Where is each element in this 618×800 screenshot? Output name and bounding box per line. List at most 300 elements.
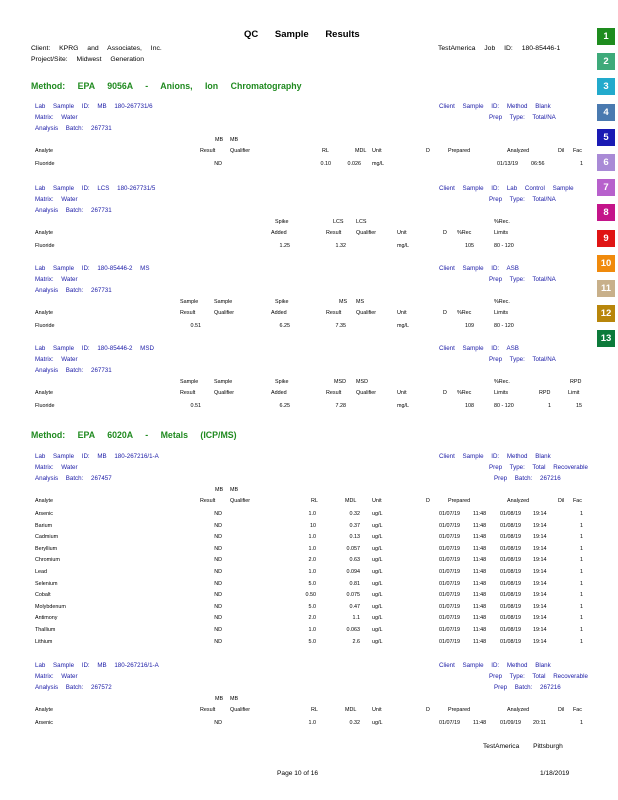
column-header: Prepared	[448, 498, 471, 504]
table-cell: 1	[580, 615, 583, 622]
table-cell: 01/08/19	[500, 569, 521, 575]
table-cell: 01/08/19	[500, 580, 521, 587]
column-header: Analyte	[35, 230, 53, 236]
table-cell: ND	[214, 569, 222, 575]
column-header: Fac	[573, 707, 582, 713]
column-header-top: RPD	[570, 379, 582, 385]
table-cell: 11:48	[473, 720, 487, 726]
table-cell: 01/08/19	[500, 511, 521, 517]
table-cell: 2.6	[352, 638, 360, 645]
section-tab-1[interactable]: 1	[597, 28, 615, 45]
column-header-top: LCS	[356, 219, 367, 225]
table-cell: 1	[580, 161, 583, 167]
section-tab-5[interactable]: 5	[597, 129, 615, 146]
table-cell: ND	[214, 545, 222, 552]
column-header: Limits	[494, 230, 509, 236]
table-cell: ND	[214, 511, 222, 517]
table-cell: 2.0	[308, 557, 316, 564]
table-cell: 1.1	[352, 615, 360, 622]
table-cell: 6.25	[279, 323, 290, 329]
table-cell: 01/08/19	[500, 592, 521, 599]
table-cell: 10	[310, 522, 316, 529]
table-cell: 1	[580, 511, 583, 517]
table-cell: 11:48	[473, 580, 487, 587]
footer-date: 1/18/2019	[540, 770, 570, 777]
table-cell: 19:14	[533, 522, 547, 529]
column-header-top: MSD	[356, 379, 368, 385]
table-cell: 0.094	[346, 569, 360, 575]
column-header: Prepared	[448, 707, 471, 713]
table-cell: mg/L	[397, 243, 409, 249]
lab-sample-id: Lab Sample ID: 180-85446-2 MSD	[35, 345, 154, 352]
table-cell: 108	[465, 403, 474, 409]
matrix-label: Matrix: Water	[35, 356, 78, 363]
analysis-batch: Analysis Batch: 267457	[35, 475, 112, 482]
table-cell: 1.32	[335, 243, 346, 249]
column-header-top: MB	[215, 696, 224, 702]
table-cell: ug/L	[372, 569, 383, 575]
table-cell: 1.0	[308, 545, 316, 552]
analyte-name: Molybdenum	[35, 603, 66, 610]
column-header-top: Sample	[180, 299, 199, 305]
column-header-top: MB	[230, 487, 239, 493]
column-header: RPD	[539, 390, 551, 396]
column-header: RL	[322, 148, 329, 154]
column-header: Added	[271, 390, 287, 396]
column-header: MDL	[345, 707, 357, 713]
analyte-name: Antimony	[35, 615, 58, 622]
column-header-top: Spike	[275, 299, 289, 305]
client-sample-id: Client Sample ID: Method Blank	[439, 662, 551, 669]
table-cell: 1	[580, 627, 583, 633]
table-cell: 0.075	[346, 592, 360, 599]
analysis-batch: Analysis Batch: 267572	[35, 684, 112, 691]
prep-type: Prep Type: Total/NA	[489, 114, 556, 121]
table-cell: ug/L	[372, 557, 383, 564]
client-sample-id: Client Sample ID: ASB	[439, 265, 519, 272]
analyte-name: Chromium	[35, 557, 60, 564]
table-cell: 1	[580, 592, 583, 599]
table-cell: 0.51	[190, 403, 201, 409]
column-header: Qualifier	[230, 148, 251, 154]
table-cell: 0.32	[349, 511, 360, 517]
table-cell: 01/07/19	[439, 580, 460, 587]
table-cell: ug/L	[372, 545, 383, 552]
table-cell: 01/08/19	[500, 545, 521, 552]
table-cell: 19:14	[533, 545, 547, 552]
column-header-top: MS	[356, 299, 365, 305]
prep-type: Prep Type: Total/NA	[489, 356, 556, 363]
table-cell: 0.63	[349, 557, 360, 564]
table-cell: 0.50	[305, 592, 316, 599]
column-header: %Rec	[457, 390, 472, 396]
table-cell: 1.0	[308, 720, 316, 726]
prep-batch: Prep Batch: 267216	[494, 684, 561, 691]
table-cell: 0.13	[349, 534, 360, 541]
page-number: Page 10 of 16	[277, 770, 319, 777]
prep-type: Prep Type: Total/NA	[489, 276, 556, 283]
column-header-top: Sample	[214, 299, 233, 305]
table-cell: 20:11	[533, 720, 547, 726]
column-header-top: %Rec.	[494, 299, 510, 305]
section-tab-2[interactable]: 2	[597, 53, 615, 70]
table-cell: 15	[576, 403, 582, 409]
method-heading-metals: Method: EPA 6020A - Metals (ICP/MS)	[31, 430, 237, 440]
column-header: Result	[180, 390, 196, 396]
column-header-top: Spike	[275, 379, 289, 385]
table-cell: 01/07/19	[439, 627, 460, 633]
analysis-batch: Analysis Batch: 267731	[35, 287, 112, 294]
column-header: Fac	[573, 498, 582, 504]
column-header: Unit	[372, 498, 382, 504]
table-cell: 01/07/19	[439, 638, 460, 645]
table-cell: 01/07/19	[439, 720, 460, 726]
column-header: Analyte	[35, 148, 53, 154]
table-cell: 19:14	[533, 534, 547, 541]
client-sample-id: Client Sample ID: Method Blank	[439, 103, 551, 110]
column-header: Added	[271, 230, 287, 236]
table-cell: 19:14	[533, 592, 547, 599]
column-header: Result	[326, 390, 342, 396]
lab-sample-id: Lab Sample ID: MB 180-267216/1-A	[35, 662, 159, 669]
table-cell: ND	[214, 627, 222, 633]
section-tab-3[interactable]: 3	[597, 78, 615, 95]
column-header: Dil	[558, 707, 565, 713]
table-cell: 0.10	[320, 161, 331, 167]
table-cell: 01/07/19	[439, 522, 460, 529]
table-cell: 1	[548, 403, 551, 409]
table-cell: 0.32	[349, 720, 360, 726]
method-heading-anions: Method: EPA 9056A - Anions, Ion Chromatography	[31, 81, 302, 91]
table-cell: ND	[214, 580, 222, 587]
table-cell: 01/07/19	[439, 534, 460, 541]
table-cell: 0.026	[347, 161, 361, 167]
column-header: Limits	[494, 310, 509, 316]
section-tab-9[interactable]: 9	[597, 230, 615, 247]
column-header: Result	[326, 310, 342, 316]
table-cell: ND	[214, 638, 222, 645]
table-cell: 19:14	[533, 603, 547, 610]
table-cell: ND	[214, 534, 222, 541]
table-cell: 11:48	[473, 557, 487, 564]
table-cell: 01/08/19	[500, 534, 521, 541]
column-header: Limit	[568, 390, 580, 396]
column-header: D	[443, 390, 447, 396]
section-tab-6[interactable]: 6	[597, 154, 615, 171]
table-cell: 1	[580, 720, 583, 726]
table-cell: ND	[214, 603, 222, 610]
column-header: Qualifier	[356, 230, 377, 236]
table-cell: 1.25	[279, 243, 290, 249]
column-header: Analyte	[35, 390, 53, 396]
table-cell: 80 - 120	[494, 323, 514, 329]
table-cell: ug/L	[372, 603, 383, 610]
table-cell: 01/07/19	[439, 569, 460, 575]
client-sample-id: Client Sample ID: Method Blank	[439, 453, 551, 460]
column-header: Dil	[558, 498, 565, 504]
column-header: Analyzed	[507, 498, 530, 504]
prep-type: Prep Type: Total Recoverable	[489, 464, 588, 471]
table-cell: 01/13/19	[497, 161, 518, 167]
section-tab-7[interactable]: 7	[597, 179, 615, 196]
analyte-name: Cobalt	[35, 592, 51, 599]
table-cell: 5.0	[308, 580, 316, 587]
analyte-name: Fluoride	[35, 161, 55, 167]
prep-batch: Prep Batch: 267216	[494, 475, 561, 482]
column-header: RL	[311, 707, 318, 713]
table-cell: 1	[580, 638, 583, 645]
prep-type: Prep Type: Total/NA	[489, 196, 556, 203]
column-header: Added	[271, 310, 287, 316]
column-header-top: Sample	[180, 379, 199, 385]
column-header: MDL	[345, 498, 357, 504]
table-cell: 01/07/19	[439, 511, 460, 517]
lab-sample-id: Lab Sample ID: LCS 180-267731/5	[35, 185, 156, 192]
job-id-line: TestAmerica Job ID: 180-85446-1	[438, 45, 561, 52]
table-cell: ug/L	[372, 534, 383, 541]
lab-sample-id: Lab Sample ID: 180-85446-2 MS	[35, 265, 150, 272]
table-cell: 11:48	[473, 627, 487, 633]
table-cell: 01/08/19	[500, 638, 521, 645]
table-cell: 1	[580, 534, 583, 541]
table-cell: 0.47	[349, 603, 360, 610]
table-cell: ND	[214, 522, 222, 529]
column-header: Unit	[397, 310, 407, 316]
matrix-label: Matrix: Water	[35, 276, 78, 283]
page-title: QC Sample Results	[244, 29, 360, 40]
table-cell: 105	[465, 243, 474, 249]
table-cell: 1	[580, 557, 583, 564]
column-header-top: %Rec.	[494, 219, 510, 225]
column-header: Analyte	[35, 707, 53, 713]
column-header: Analyzed	[507, 148, 530, 154]
column-header: Qualifier	[214, 390, 235, 396]
prep-type: Prep Type: Total Recoverable	[489, 673, 588, 680]
table-cell: 6.25	[279, 403, 290, 409]
client-line: Client: KPRG and Associates, Inc.	[31, 45, 162, 52]
table-cell: 19:14	[533, 627, 547, 633]
table-cell: 01/07/19	[439, 545, 460, 552]
column-header: Qualifier	[356, 310, 377, 316]
column-header: Unit	[372, 707, 382, 713]
table-cell: 01/08/19	[500, 522, 521, 529]
analyte-name: Thallium	[35, 627, 56, 633]
table-cell: 80 - 120	[494, 403, 514, 409]
column-header: Unit	[397, 230, 407, 236]
column-header-top: MSD	[334, 379, 346, 385]
table-cell: 19:14	[533, 511, 547, 517]
column-header: Fac	[573, 148, 582, 154]
table-cell: 109	[465, 323, 474, 329]
analyte-name: Selenium	[35, 580, 58, 587]
analyte-name: Lithium	[35, 638, 53, 645]
table-cell: ug/L	[372, 627, 383, 633]
column-header: Dil	[558, 148, 565, 154]
column-header: D	[426, 148, 430, 154]
table-cell: 0.81	[349, 580, 360, 587]
column-header: %Rec	[457, 230, 472, 236]
table-cell: 06:56	[531, 161, 545, 167]
table-cell: 19:14	[533, 569, 547, 575]
table-cell: 01/08/19	[500, 557, 521, 564]
client-sample-id: Client Sample ID: ASB	[439, 345, 519, 352]
table-cell: 7.35	[335, 323, 346, 329]
column-header: RL	[311, 498, 318, 504]
column-header: MDL	[355, 148, 367, 154]
column-header: Analyzed	[507, 707, 530, 713]
table-cell: 01/07/19	[439, 615, 460, 622]
table-cell: 1	[580, 522, 583, 529]
column-header-top: MB	[230, 696, 239, 702]
table-cell: mg/L	[397, 323, 409, 329]
analyte-name: Fluoride	[35, 243, 55, 249]
column-header: Analyte	[35, 310, 53, 316]
table-cell: 11:48	[473, 534, 487, 541]
column-header-top: Spike	[275, 219, 289, 225]
table-cell: 7.28	[335, 403, 346, 409]
table-cell: ND	[214, 161, 222, 167]
analyte-name: Arsenic	[35, 511, 53, 517]
table-cell: 80 - 120	[494, 243, 514, 249]
column-header-top: LCS	[333, 219, 344, 225]
section-tab-13[interactable]: 13	[597, 330, 615, 347]
table-cell: 1.0	[308, 534, 316, 541]
column-header: Qualifier	[230, 498, 251, 504]
client-sample-id: Client Sample ID: Lab Control Sample	[439, 185, 574, 192]
table-cell: ug/L	[372, 522, 383, 529]
column-header: Result	[326, 230, 342, 236]
analysis-batch: Analysis Batch: 267731	[35, 367, 112, 374]
table-cell: ug/L	[372, 580, 383, 587]
table-cell: 01/07/19	[439, 557, 460, 564]
table-cell: 1	[580, 603, 583, 610]
table-cell: ND	[214, 615, 222, 622]
table-cell: 2.0	[308, 615, 316, 622]
table-cell: 19:14	[533, 638, 547, 645]
table-cell: ug/L	[372, 592, 383, 599]
table-cell: 19:14	[533, 615, 547, 622]
analyte-name: Lead	[35, 569, 47, 575]
table-cell: 11:48	[473, 603, 487, 610]
column-header: Result	[180, 310, 196, 316]
analyte-name: Cadmium	[35, 534, 59, 541]
table-cell: 1.0	[308, 627, 316, 633]
table-cell: 5.0	[308, 638, 316, 645]
table-cell: 0.063	[346, 627, 360, 633]
column-header: D	[426, 498, 430, 504]
column-header: Prepared	[448, 148, 471, 154]
table-cell: 01/08/19	[500, 615, 521, 622]
table-cell: 01/09/19	[500, 720, 521, 726]
matrix-label: Matrix: Water	[35, 114, 78, 121]
table-cell: ug/L	[372, 720, 383, 726]
table-cell: 11:48	[473, 592, 487, 599]
table-cell: 1	[580, 569, 583, 575]
table-cell: ND	[214, 557, 222, 564]
analysis-batch: Analysis Batch: 267731	[35, 207, 112, 214]
column-header: Qualifier	[214, 310, 235, 316]
lab-sample-id: Lab Sample ID: MB 180-267216/1-A	[35, 453, 159, 460]
column-header: D	[426, 707, 430, 713]
section-tab-12[interactable]: 12	[597, 305, 615, 322]
column-header-top: MB	[215, 487, 224, 493]
column-header: D	[443, 310, 447, 316]
table-cell: 11:48	[473, 569, 487, 575]
table-cell: 01/08/19	[500, 627, 521, 633]
column-header-top: MB	[215, 137, 224, 143]
table-cell: 11:48	[473, 638, 487, 645]
analyte-name: Barium	[35, 522, 53, 529]
matrix-label: Matrix: Water	[35, 196, 78, 203]
analyte-name: Beryllium	[35, 545, 58, 552]
analyte-name: Arsenic	[35, 720, 53, 726]
analysis-batch: Analysis Batch: 267731	[35, 125, 112, 132]
matrix-label: Matrix: Water	[35, 464, 78, 471]
analyte-name: Fluoride	[35, 403, 55, 409]
table-cell: ug/L	[372, 615, 383, 622]
table-cell: 01/08/19	[500, 603, 521, 610]
table-cell: 1.0	[308, 569, 316, 575]
project-line: Project/Site: Midwest Generation	[31, 56, 144, 63]
column-header: Result	[200, 707, 216, 713]
footer-lab: TestAmerica Pittsburgh	[483, 743, 563, 750]
column-header: Unit	[372, 148, 382, 154]
section-tab-11[interactable]: 11	[597, 280, 615, 297]
matrix-label: Matrix: Water	[35, 673, 78, 680]
table-cell: 5.0	[308, 603, 316, 610]
table-cell: 19:14	[533, 557, 547, 564]
table-cell: 01/07/19	[439, 592, 460, 599]
table-cell: ug/L	[372, 511, 383, 517]
table-cell: 0.057	[346, 545, 360, 552]
column-header: Unit	[397, 390, 407, 396]
table-cell: ND	[214, 720, 222, 726]
section-tab-10[interactable]: 10	[597, 255, 615, 272]
column-header-top: Sample	[214, 379, 233, 385]
table-cell: mg/L	[397, 403, 409, 409]
table-cell: 1	[580, 545, 583, 552]
table-cell: 0.51	[190, 323, 201, 329]
lab-sample-id: Lab Sample ID: MB 180-267731/6	[35, 103, 153, 110]
table-cell: 01/07/19	[439, 603, 460, 610]
table-cell: 19:14	[533, 580, 547, 587]
table-cell: mg/L	[372, 161, 384, 167]
column-header: Result	[200, 498, 216, 504]
table-cell: ND	[214, 592, 222, 599]
table-cell: 11:48	[473, 522, 487, 529]
section-tab-8[interactable]: 8	[597, 204, 615, 221]
table-cell: 11:48	[473, 545, 487, 552]
table-cell: 0.37	[349, 522, 360, 529]
column-header-top: MS	[339, 299, 348, 305]
column-header: Result	[200, 148, 216, 154]
column-header: Limits	[494, 390, 509, 396]
section-tab-4[interactable]: 4	[597, 104, 615, 121]
column-header: D	[443, 230, 447, 236]
table-cell: 1	[580, 580, 583, 587]
analyte-name: Fluoride	[35, 323, 55, 329]
table-cell: 11:48	[473, 511, 487, 517]
table-cell: 1.0	[308, 511, 316, 517]
column-header-top: %Rec.	[494, 379, 510, 385]
column-header: Analyte	[35, 498, 53, 504]
table-cell: ug/L	[372, 638, 383, 645]
column-header-top: MB	[230, 137, 239, 143]
table-cell: 11:48	[473, 615, 487, 622]
column-header: Qualifier	[356, 390, 377, 396]
column-header: %Rec	[457, 310, 472, 316]
column-header: Qualifier	[230, 707, 251, 713]
